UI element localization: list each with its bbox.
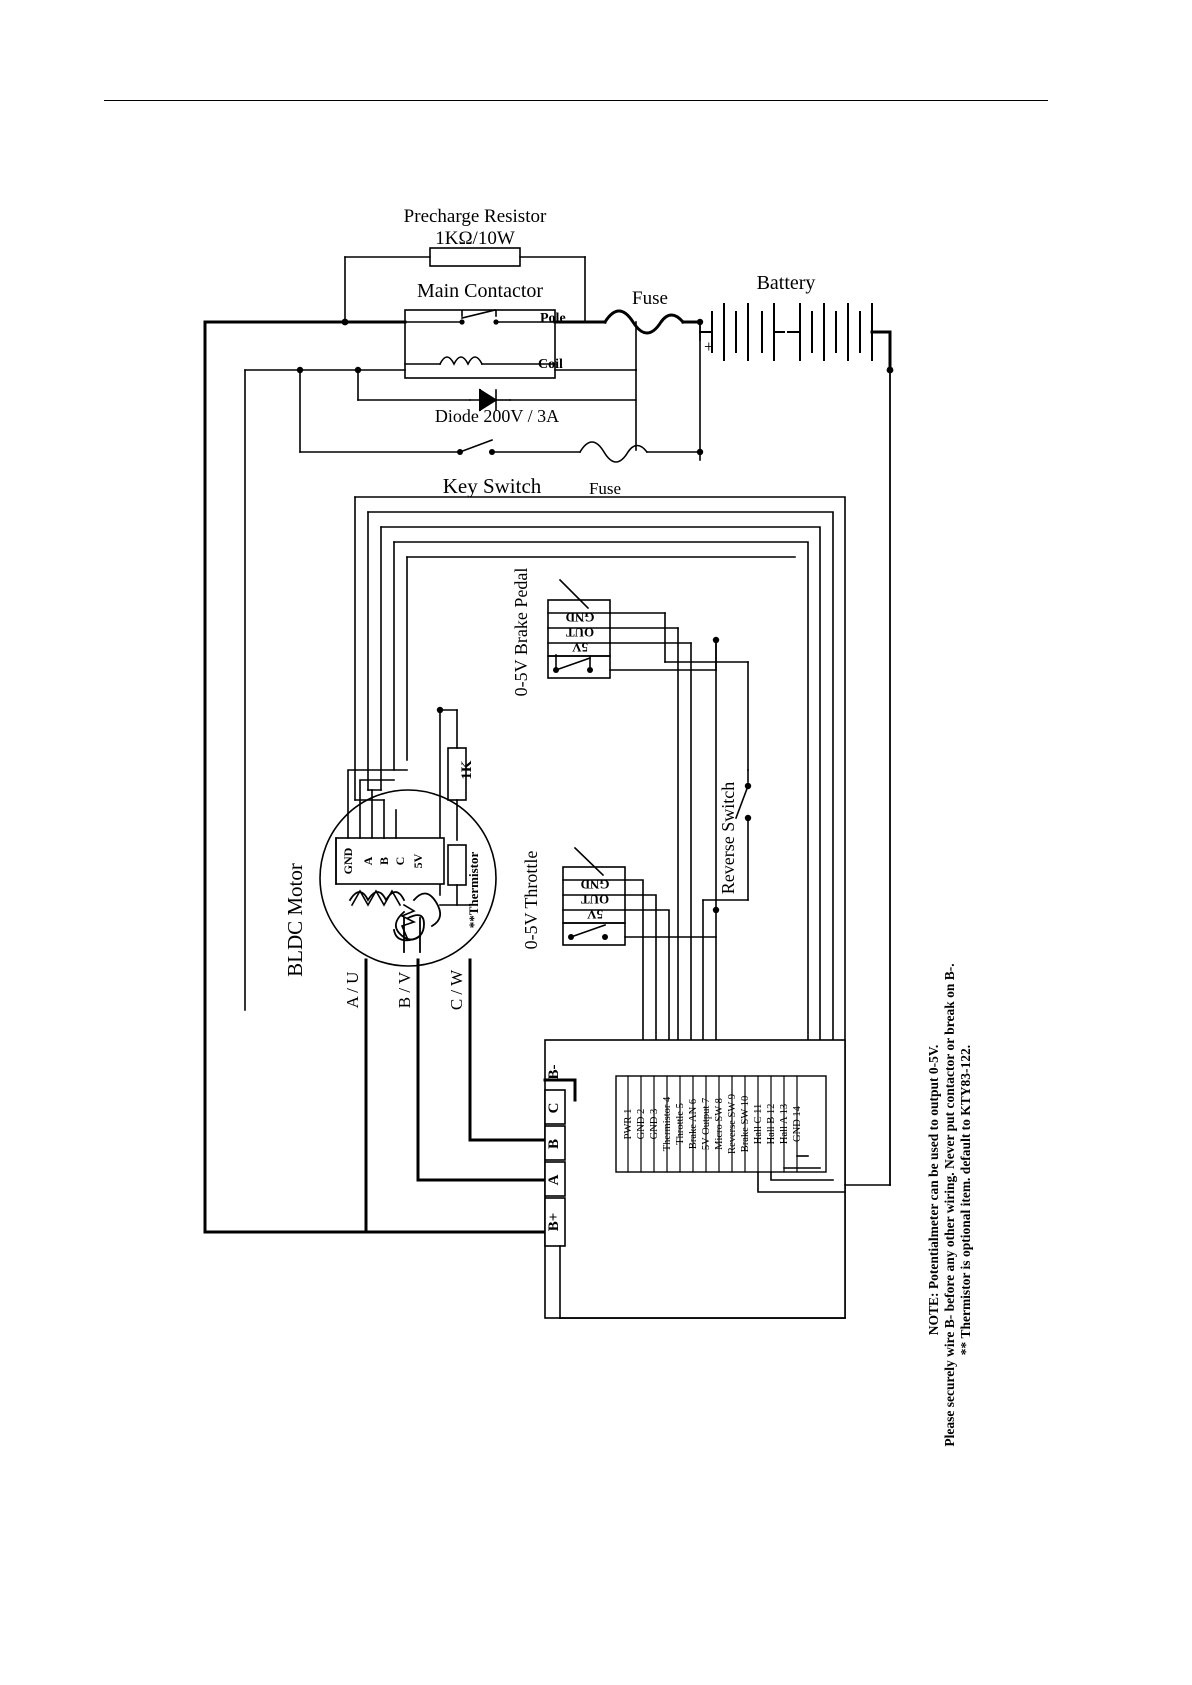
label-hall-5v: 5V [411,853,425,869]
label-diode: Diode 200V / 3A [434,406,560,426]
label-fuse-main: Fuse [632,288,668,309]
pin-5: Throttle 5 [675,1103,686,1145]
label-phase-b: B / V [395,971,414,1009]
label-bldc-motor: BLDC Motor [283,863,307,977]
pin-9: Reverse SW 9 [727,1094,738,1154]
label-phase-c: C / W [447,969,466,1011]
pin-11: Hall C 11 [753,1103,764,1145]
label-battery: Battery [756,272,816,294]
terminal-c: C [546,1102,562,1114]
label-brake-pin-gnd: GND [565,610,595,625]
terminal-b-minus: B- [546,1064,562,1080]
label-key-switch: Key Switch [442,474,542,498]
label-throttle: 0-5V Throttle [521,850,541,950]
label-throttle-pin-5v: 5V [587,907,603,922]
label-hall-a: A [361,856,375,866]
label-precharge-resistor: Precharge Resistor [403,206,547,227]
note-line-1: NOTE: Potentialmeter can be used to output 0-5V. [926,1044,941,1336]
label-brake-pin-5v: 5V [572,640,588,655]
pin-6: Brake AN 6 [688,1098,699,1150]
label-brake-pin-out: OUT [565,625,595,640]
label-throttle-pin-gnd: GND [580,877,610,892]
label-hall-gnd: GND [341,847,355,875]
note-line-2: Please securely wire B- before any other wiring. Never put contactor or break on B-. [942,963,957,1447]
pin-8: Micro SW 8 [714,1098,725,1150]
pin-7: 5V Output 7 [701,1097,712,1151]
label-coil: Coil [538,357,563,372]
label-battery-plus: + [704,337,714,356]
label-hall-b: B [377,856,391,866]
label-fuse-key: Fuse [588,479,622,498]
pin-1: PWR 1 [623,1108,634,1140]
terminal-b-plus: B+ [546,1212,562,1232]
label-reverse-switch: Reverse Switch [718,781,738,895]
pin-13: Hall A 13 [779,1103,790,1145]
label-thermistor: **Thermistor [466,851,481,929]
label-precharge-value: 1KΩ/10W [435,228,515,249]
pin-10: Brake SW 10 [740,1095,751,1153]
pin-2: GND 2 [636,1108,647,1140]
pin-3: GND 3 [649,1108,660,1140]
label-main-contactor: Main Contactor [416,280,544,302]
terminal-b: B [546,1138,562,1150]
label-phase-a: A / U [343,971,362,1009]
label-throttle-pin-out: OUT [580,892,610,907]
label-hall-c: C [393,856,407,866]
label-brake-pedal: 0-5V Brake Pedal [511,567,531,697]
label-1k-resistor: 1K [459,760,475,780]
note-line-3: ** Thermistor is optional item. default to KTY83-122. [958,1044,973,1356]
terminal-a: A [546,1174,562,1186]
pin-14: GND 14 [792,1106,803,1142]
pin-12: Hall B 12 [766,1103,777,1145]
label-pole: Pole [540,311,566,326]
pin-4: Thermistor 4 [662,1096,673,1152]
